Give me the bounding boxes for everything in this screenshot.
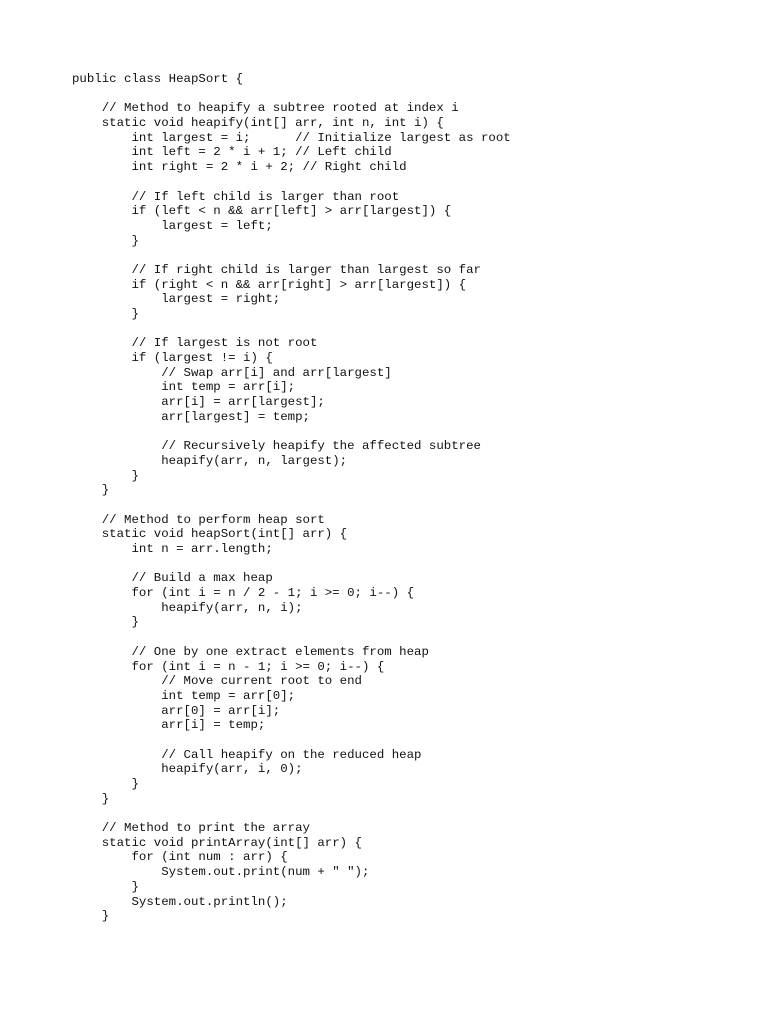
code-line: } <box>72 483 110 498</box>
code-line: } <box>72 791 110 806</box>
code-line <box>72 175 511 190</box>
code-line: for (int i = n - 1; i >= 0; i--) { <box>72 659 385 674</box>
code-line: // Build a max heap <box>72 571 273 586</box>
code-line: // Method to perform heap sort <box>72 512 325 527</box>
code-line: static void printArray(int[] arr) { <box>72 835 362 850</box>
code-line: // Method to heapify a subtree rooted at index i <box>72 101 459 116</box>
code-line: // One by one extract elements from heap <box>72 644 429 659</box>
code-line <box>72 322 511 337</box>
code-line: } <box>72 777 139 791</box>
code-line: System.out.print(num + " "); <box>72 865 370 880</box>
code-line: } <box>72 909 110 924</box>
code-line <box>72 806 511 821</box>
code-line: int right = 2 * i + 2; // Right child <box>72 160 407 175</box>
code-line: for (int num : arr) { <box>72 850 288 865</box>
code-line: int left = 2 * i + 1; // Left child <box>72 145 392 160</box>
code-line: // Recursively heapify the affected subtree <box>72 439 481 454</box>
code-line: if (left < n && arr[left] > arr[largest]) { <box>72 204 452 219</box>
code-line: int temp = arr[0]; <box>72 688 296 703</box>
code-line: } <box>72 879 139 894</box>
code-line: if (largest != i) { <box>72 351 273 366</box>
code-line: System.out.println(); <box>72 894 288 909</box>
code-line <box>72 498 511 513</box>
code-line: for (int i = n / 2 - 1; i >= 0; i--) { <box>72 586 415 601</box>
code-line: int n = arr.length; <box>72 542 273 556</box>
code-line: // Call heapify on the reduced heap <box>72 747 422 762</box>
code-line: largest = left; <box>72 218 273 233</box>
code-line: int temp = arr[i]; <box>72 380 296 395</box>
code-line: arr[i] = temp; <box>72 718 266 733</box>
code-line: } <box>72 233 139 248</box>
code-line: // If right child is larger than largest so far <box>72 262 481 277</box>
code-line: // Move current root to end <box>72 674 362 689</box>
code-line: static void heapSort(int[] arr) { <box>72 527 348 542</box>
code-line <box>72 87 511 102</box>
code-line <box>72 248 511 263</box>
code-line: arr[0] = arr[i]; <box>72 703 281 718</box>
code-line: arr[i] = arr[largest]; <box>72 395 325 410</box>
code-line: int largest = i; // Initialize largest as root <box>72 130 511 145</box>
code-line: // If largest is not root <box>72 336 318 351</box>
code-line: static void heapify(int[] arr, int n, int i) { <box>72 116 444 131</box>
code-block <box>72 72 511 924</box>
code-line: if (right < n && arr[right] > arr[largest]) { <box>72 277 467 292</box>
code-line: arr[largest] = temp; <box>72 409 310 424</box>
code-line: heapify(arr, n, largest); <box>72 453 348 468</box>
code-line: // Swap arr[i] and arr[largest] <box>72 365 392 380</box>
code-line: largest = right; <box>72 292 281 307</box>
code-line: // Method to print the array <box>72 821 310 836</box>
code-line <box>72 425 511 440</box>
code-line: } <box>72 307 139 321</box>
code-line: public class HeapSort { <box>72 72 244 86</box>
code-line <box>72 630 511 645</box>
code-line: heapify(arr, n, i); <box>72 600 303 615</box>
code-line <box>72 733 511 748</box>
code-line: heapify(arr, i, 0); <box>72 762 303 777</box>
code-line: } <box>72 615 139 630</box>
code-line: // If left child is larger than root <box>72 189 400 204</box>
code-line: } <box>72 468 139 483</box>
code-line <box>72 557 511 572</box>
